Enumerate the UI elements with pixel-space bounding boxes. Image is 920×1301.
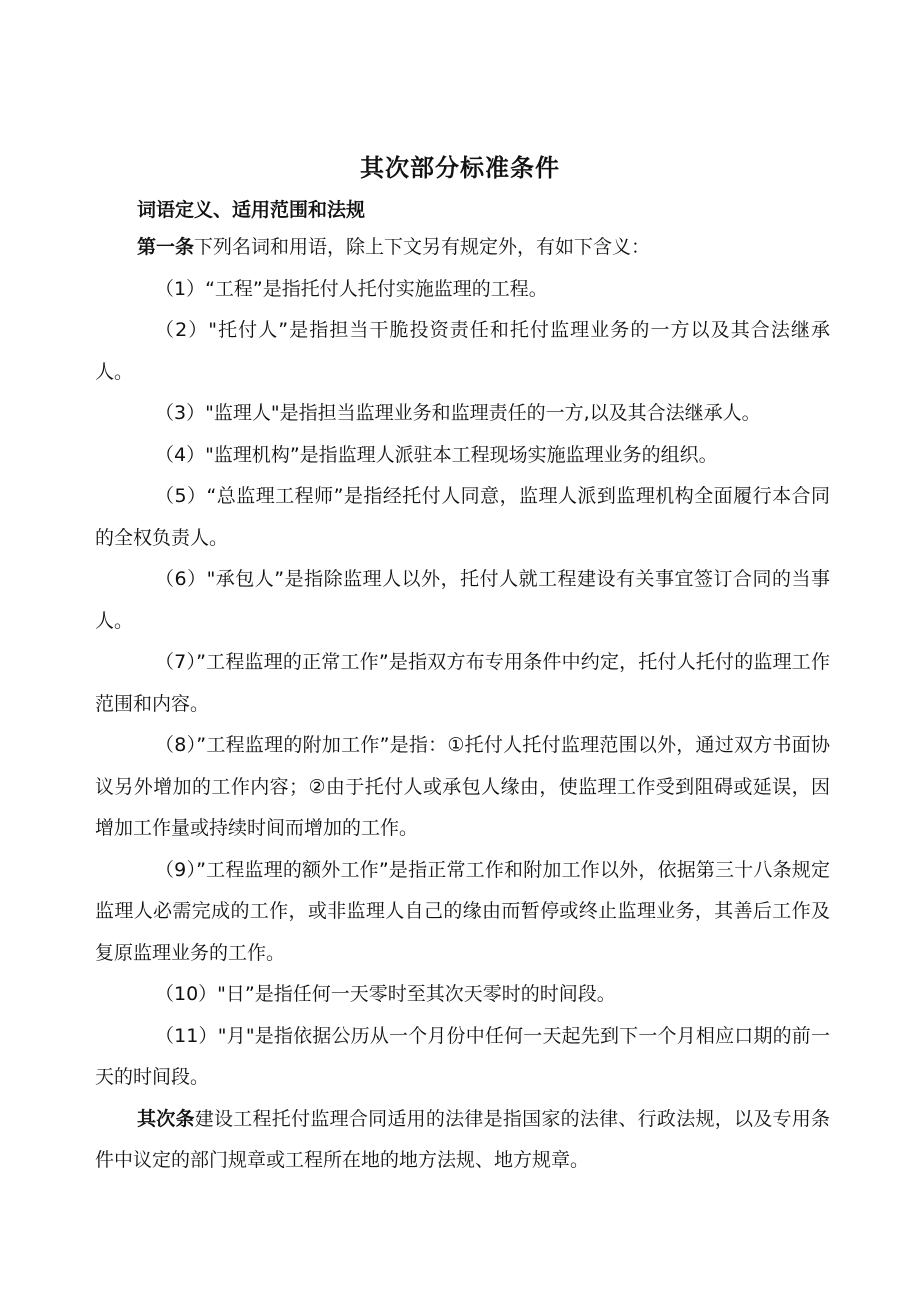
definition-item: （7）”工程监理的正常工作”是指双方布专用条件中约定，托付人托付的监理工作范围和内容。 <box>95 651 830 715</box>
definition-item: （10）"日”是指任何一天零时至其次天零时的时间段。 <box>155 983 616 1005</box>
definition-item: （11）"月"是指依据公历从一个月份中任何一天起先到下一个月相应口期的前一天的时间段。 <box>95 1024 830 1088</box>
article-2-text: 建设工程托付监理合同适用的法律是指国家的法律、行政法规，以及专用条件中议定的部门规章或工程所在地的地方法规、地方规章。 <box>95 1107 830 1171</box>
definition-item: （3）"监理人"是指担当监理业务和监理责任的一方,以及其合法继承人。 <box>155 402 761 424</box>
document-body <box>95 227 830 1182</box>
definition-item: （4）"监理机构”是指监理人派驻本工程现场实施监理业务的组织。 <box>155 443 718 466</box>
section-heading: 词语定义、适用范围和法规 <box>137 199 366 221</box>
article-2 <box>95 1099 830 1182</box>
definition-item: （2）"托付人”是指担当干脆投资责任和托付监理业务的一方以及其合法继承人。 <box>95 319 830 383</box>
article-1 <box>95 227 830 269</box>
article-1-text: 下列名词和用语，除上下文另有规定外，有如下含义： <box>194 236 651 258</box>
article-2-lead: 其次条 <box>137 1107 195 1130</box>
article-1-lead: 第一条 <box>137 236 195 258</box>
definition-item: （5）“总监理工程师”是指经托付人同意，监理人派到监理机构全面履行本合同的全权负责人。 <box>95 485 830 549</box>
definition-item: （1）“工程”是指托付人托付实施监理的工程。 <box>155 277 548 300</box>
definition-item: （9）”工程监理的额外工作”是指正常工作和附加工作以外，依据第三十八条规定监理人必需完成的工作，或非监理人自己的缘由而暂停或终止监理业务，其善后工作及复原监理业务的工作。 <box>95 858 830 964</box>
definition-item: （8）”工程监理的附加工作”是指：①托付人托付监理范围以外，通过双方书面协议另外增加的工作内容；②由于托付人或承包人缘由，使监理工作受到阻碍或延误，因增加工作量或持续时间而增加的工作。 <box>95 734 830 839</box>
document-title: 其次部分标准条件 <box>360 154 560 182</box>
definition-item: （6）"承包人”是指除监理人以外，托付人就工程建设有关事宜签订合同的当事人。 <box>95 568 830 632</box>
